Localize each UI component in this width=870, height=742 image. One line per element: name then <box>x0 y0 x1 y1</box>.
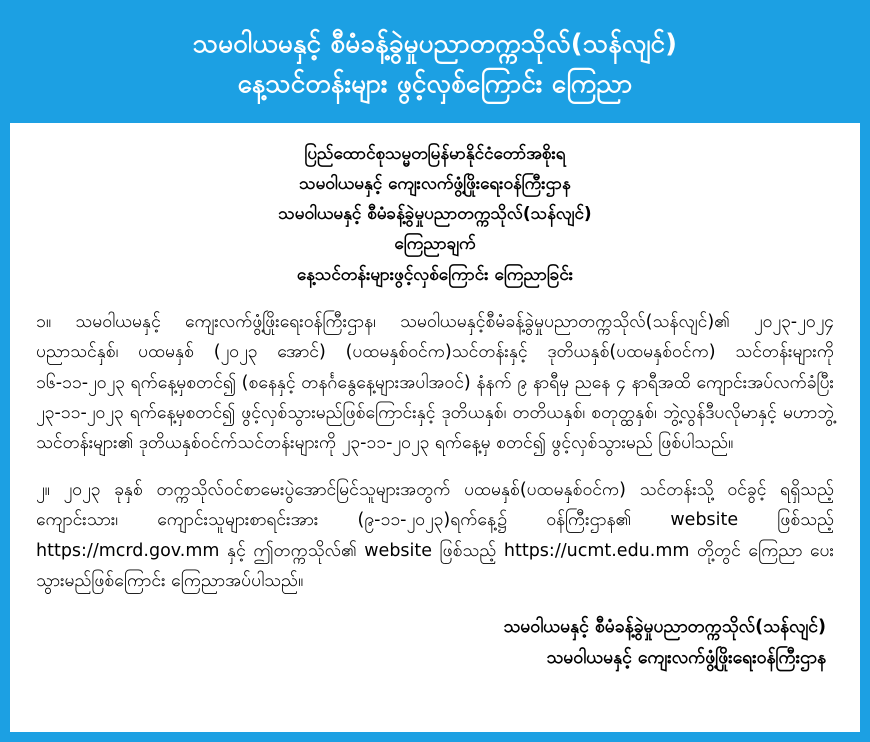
paragraph-1: ၁။ သမဝါယမနှင့် ကျေးလက်ဖွံ့ဖြိုးရေးဝန်ကြီးဌာန၊ သမဝါယမနှင့်စီမံခန့်ခွဲမှုပညာတက္ကသိုလ်(သန်လျင်)၏ ၂၀၂၃-၂၀၂၄ ပညာသင်နှစ်၊ ပထမနှစ် (၂၀၂၃ အောင်) (ပထမနှစ်ဝင်က)သင်တန်းနှင့် ဒုတိယနှစ်(ပထမနှစ်ဝင်က) သင်တန်းများကို ၁၆-၁၁-၂၀၂၃ ရက်နေ့မှစတင်၍ (စနေနှင့် တနင်္ဂနွေနေ့များအပါအဝင်) နံနက် ၉ နာရီမှ ညနေ ၄ နာရီအထိ ကျောင်းအပ်လက်ခံပြီး ၂၃-၁၁-၂၀၂၃ ရက်နေ့မှစတင်၍ ဖွင့်လှစ်သွားမည်ဖြစ်ကြောင်းနှင့် ဒုတိယနှစ်၊ တတိယနှစ်၊ စတုတ္ထနှစ်၊ ဘွဲ့လွန်ဒီပလိုမာနှင့် မဟာဘွဲ့သင်တန်းများ၏ ဒုတိယနှစ်ဝင်က်သင်တန်းများကို ၂၃-၁၁-၂၀၂၃ ရက်နေ့မှ စတင်၍ ဖွင့်လှစ်သွားမည် ဖြစ်ပါသည်။ <box>36 312 834 453</box>
paragraph-2: ၂။ ၂၀၂၃ ခုနှစ် တက္ကသိုလ်ဝင်စာမေးပွဲအောင်မြင်သူများအတွက် ပထမနှစ်(ပထမနှစ်ဝင်က) သင်တန်းသို့ ဝင်ခွင့် ရရှိသည့် ကျောင်းသား၊ ကျောင်းသူများစာရင်းအား (၉-၁၁-၂၀၂၃)ရက်နေ့၌ ဝန်ကြီးဌာန၏ website ဖြစ်သည့် https://mcrd.gov.mm နှင့် ဤတက္ကသိုလ်၏ website ဖြစ်သည့် https://ucmt.edu.mm တို့တွင် ကြေညာ ပေးသွားမည်ဖြစ်ကြောင်း ကြေညာအပ်ပါသည်။ <box>36 480 834 591</box>
signature-line-1: သမဝါယမနှင့် စီမံခန့်ခွဲမှုပညာတက္ကသိုလ်(သန်လျင်) <box>503 616 826 637</box>
banner-title-line-2: နေ့သင်တန်းများ ဖွင့်လှစ်ကြောင်း ကြေညာ <box>237 69 633 100</box>
banner-header <box>10 10 860 123</box>
letterhead-line-5: နေ့သင်တန်းများဖွင့်လှစ်ကြောင်း ကြေညာခြင်း <box>296 264 574 285</box>
document-content <box>10 123 860 685</box>
letterhead-line-3: သမဝါယမနှင့် စီမံခန့်ခွဲမှုပညာတက္ကသိုလ်(သန်လျင်) <box>278 204 592 225</box>
letterhead-line-4: ကြေညာချက် <box>394 234 476 255</box>
letterhead <box>36 139 834 290</box>
signature-line-2: သမဝါယမနှင့် ကျေးလက်ဖွံ့ဖြိုးရေးဝန်ကြီးဌာန <box>546 648 826 669</box>
body-text <box>36 307 834 595</box>
signature-block <box>36 612 834 675</box>
banner-title-line-1: သမဝါယမနှင့် စီမံခန့်ခွဲမှုပညာတက္ကသိုလ်(သန်လျင်) <box>192 29 678 59</box>
letterhead-line-1: ပြည်ထောင်စုသမ္မတမြန်မာနိုင်ငံတော်အစိုးရ <box>304 143 566 164</box>
letterhead-line-2: သမဝါယမနှင့် ကျေးလက်ဖွံ့ဖြိုးရေးဝန်ကြီးဌာန <box>299 173 571 194</box>
